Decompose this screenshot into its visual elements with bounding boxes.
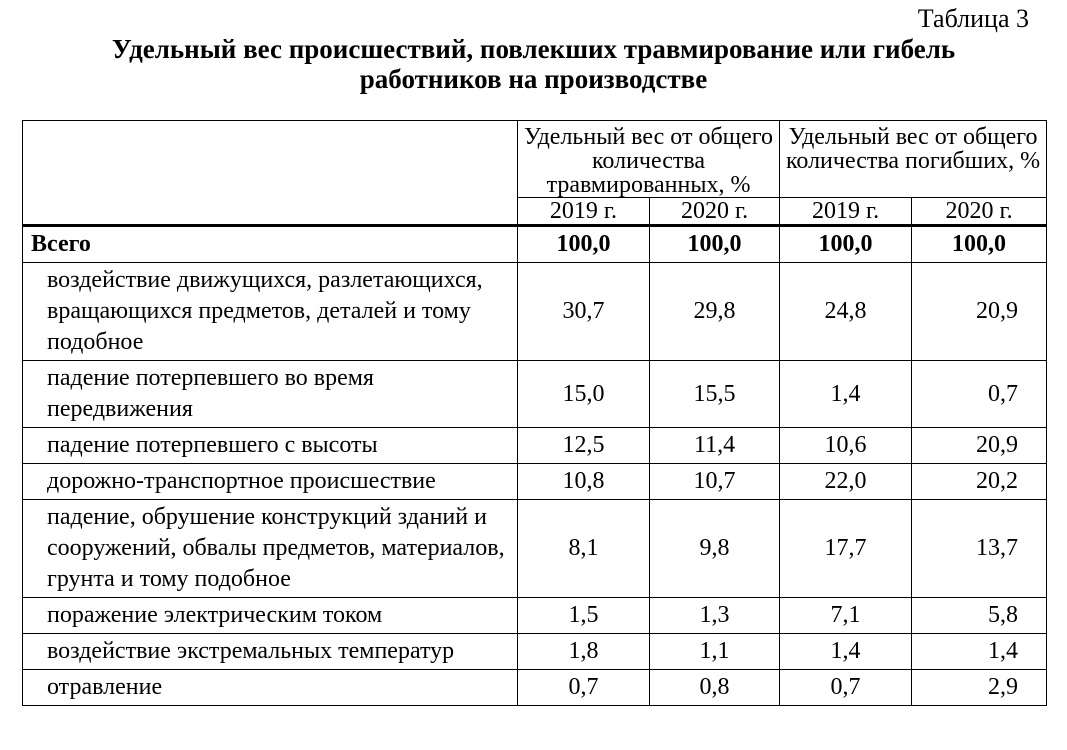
cell-value: 22,0 — [780, 464, 912, 500]
table-caption: Таблица 3 — [917, 4, 1029, 33]
cell-value: 11,4 — [650, 428, 780, 464]
header-injured: Удельный вес от общего количества травмированных, % — [518, 121, 780, 198]
cell-value: 17,7 — [780, 500, 912, 598]
table-row — [23, 428, 1047, 464]
table-title — [0, 34, 1067, 94]
row-label: Всего — [23, 226, 518, 263]
cell-value: 9,8 — [650, 500, 780, 598]
header-year-injured-2020: 2020 г. — [650, 198, 780, 226]
cell-value: 100,0 — [912, 226, 1047, 263]
cell-value: 12,5 — [518, 428, 650, 464]
cell-value: 1,4 — [780, 361, 912, 428]
row-label: падение потерпевшего во время передвижения — [23, 361, 518, 428]
cell-value: 0,7 — [912, 361, 1047, 428]
cell-value: 100,0 — [780, 226, 912, 263]
header-year-injured-2019: 2019 г. — [518, 198, 650, 226]
row-label: поражение электрическим током — [23, 598, 518, 634]
table-row — [23, 361, 1047, 428]
header-year-dead-2019: 2019 г. — [780, 198, 912, 226]
cell-value: 13,7 — [912, 500, 1047, 598]
cell-value: 20,2 — [912, 464, 1047, 500]
cell-value: 1,3 — [650, 598, 780, 634]
cell-value: 2,9 — [912, 670, 1047, 706]
cell-value: 1,4 — [912, 634, 1047, 670]
cell-value: 1,4 — [780, 634, 912, 670]
cell-value: 8,1 — [518, 500, 650, 598]
table-row — [23, 670, 1047, 706]
row-label: дорожно-транспортное происшествие — [23, 464, 518, 500]
cell-value: 7,1 — [780, 598, 912, 634]
cell-value: 30,7 — [518, 263, 650, 361]
row-label: воздействие движущихся, разлетающихся, вращающихся предметов, деталей и тому подобное — [23, 263, 518, 361]
cell-value: 1,8 — [518, 634, 650, 670]
header-blank-cell — [23, 121, 518, 226]
cell-value: 20,9 — [912, 428, 1047, 464]
cell-value: 10,8 — [518, 464, 650, 500]
cell-value: 10,6 — [780, 428, 912, 464]
header-year-dead-2020: 2020 г. — [912, 198, 1047, 226]
table-row — [23, 634, 1047, 670]
cell-value: 1,1 — [650, 634, 780, 670]
cell-value: 100,0 — [650, 226, 780, 263]
accident-share-table — [22, 120, 1047, 706]
cell-value: 29,8 — [650, 263, 780, 361]
header-dead: Удельный вес от общего количества погибших, % — [780, 121, 1047, 198]
cell-value: 100,0 — [518, 226, 650, 263]
row-label: падение, обрушение конструкций зданий и сооружений, обвалы предметов, материалов, грунта и тому подобное — [23, 500, 518, 598]
row-label: падение потерпевшего с высоты — [23, 428, 518, 464]
cell-value: 5,8 — [912, 598, 1047, 634]
cell-value: 0,8 — [650, 670, 780, 706]
cell-value: 0,7 — [518, 670, 650, 706]
table-row — [23, 464, 1047, 500]
cell-value: 10,7 — [650, 464, 780, 500]
cell-value: 1,5 — [518, 598, 650, 634]
cell-value: 15,0 — [518, 361, 650, 428]
cell-value: 0,7 — [780, 670, 912, 706]
cell-value: 24,8 — [780, 263, 912, 361]
cell-value: 15,5 — [650, 361, 780, 428]
row-label: воздействие экстремальных температур — [23, 634, 518, 670]
table-row — [23, 598, 1047, 634]
cell-value: 20,9 — [912, 263, 1047, 361]
table-row — [23, 263, 1047, 361]
row-label: отравление — [23, 670, 518, 706]
title-line-2: работников на производстве — [359, 64, 708, 94]
table-row-total — [23, 226, 1047, 263]
title-line-1: Удельный вес происшествий, повлекших травмирование или гибель — [111, 34, 956, 64]
table-row — [23, 500, 1047, 598]
